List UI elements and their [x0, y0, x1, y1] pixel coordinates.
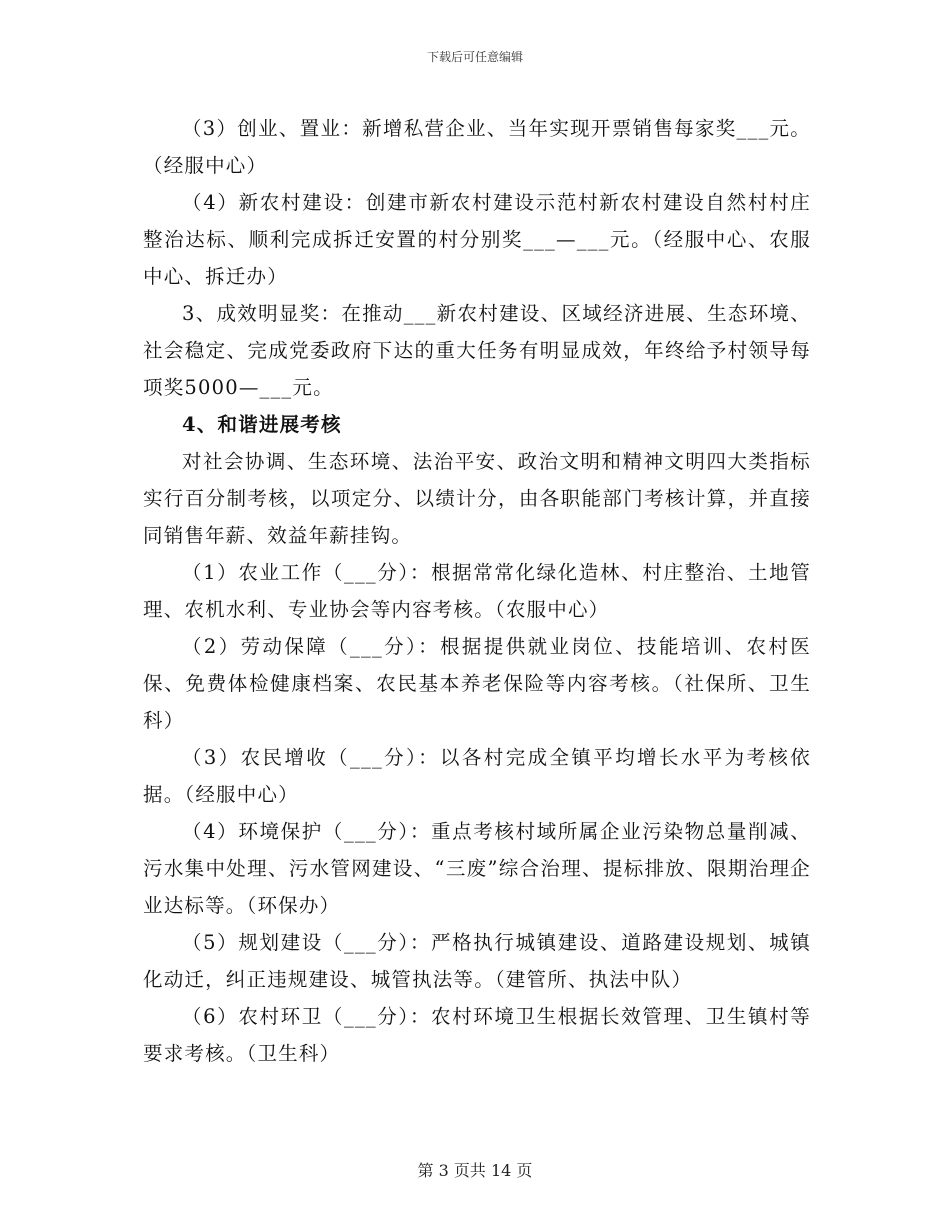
document-body — [143, 110, 811, 1072]
paragraph-7: （2）劳动保障（___分）：根据提供就业岗位、技能培训、农村医保、免费体检健康档案、农民基本养老保险等内容考核。（社保所、卫生科） — [143, 635, 811, 732]
paragraph-11: （6）农村环卫（___分）：农村环境卫生根据长效管理、卫生镇村等要求考核。（卫生科） — [143, 1005, 811, 1065]
paragraph-3: 3、成效明显奖：在推动___新农村建设、区域经济进展、生态环境、社会稳定、完成党委政府下达的重大任务有明显成效，年终给予村领导每项奖5000—___元。 — [143, 302, 811, 399]
paragraph-10: （5）规划建设（___分）：严格执行城镇建设、道路建设规划、城镇化动迁，纠正违规建设、城管执法等。（建管所、执法中队） — [143, 931, 811, 991]
page-footer: 第 3 页共 14 页 — [417, 1161, 533, 1180]
paragraph-6: （1）农业工作（___分）：根据常常化绿化造林、村庄整治、土地管理、农机水利、专业协会等内容考核。（农服中心） — [143, 561, 811, 621]
paragraph-9: （4）环境保护（___分）：重点考核村域所属企业污染物总量削减、污水集中处理、污水管网建设、“三废”综合治理、提标排放、限期治理企业达标等。（环保办） — [143, 820, 811, 917]
page-header: 下载后可任意编辑 — [426, 50, 523, 64]
paragraph-1: （3）创业、置业：新增私营企业、当年实现开票销售每家奖___元。（经服中心） — [143, 117, 811, 177]
paragraph-2: （4）新农村建设：创建市新农村建设示范村新农村建设自然村村庄整治达标、顺利完成拆迁安置的村分别奖___—___元。（经服中心、农服中心、拆迁办） — [143, 191, 811, 288]
section-heading: 4、和谐进展考核 — [182, 413, 342, 436]
paragraph-5: 对社会协调、生态环境、法治平安、政治文明和精神文明四大类指标实行百分制考核，以项定分、以绩计分，由各职能部门考核计算，并直接同销售年薪、效益年薪挂钩。 — [143, 450, 811, 547]
paragraph-8: （3）农民增收（___分）：以各村完成全镇平均增长水平为考核依据。（经服中心） — [143, 746, 811, 806]
